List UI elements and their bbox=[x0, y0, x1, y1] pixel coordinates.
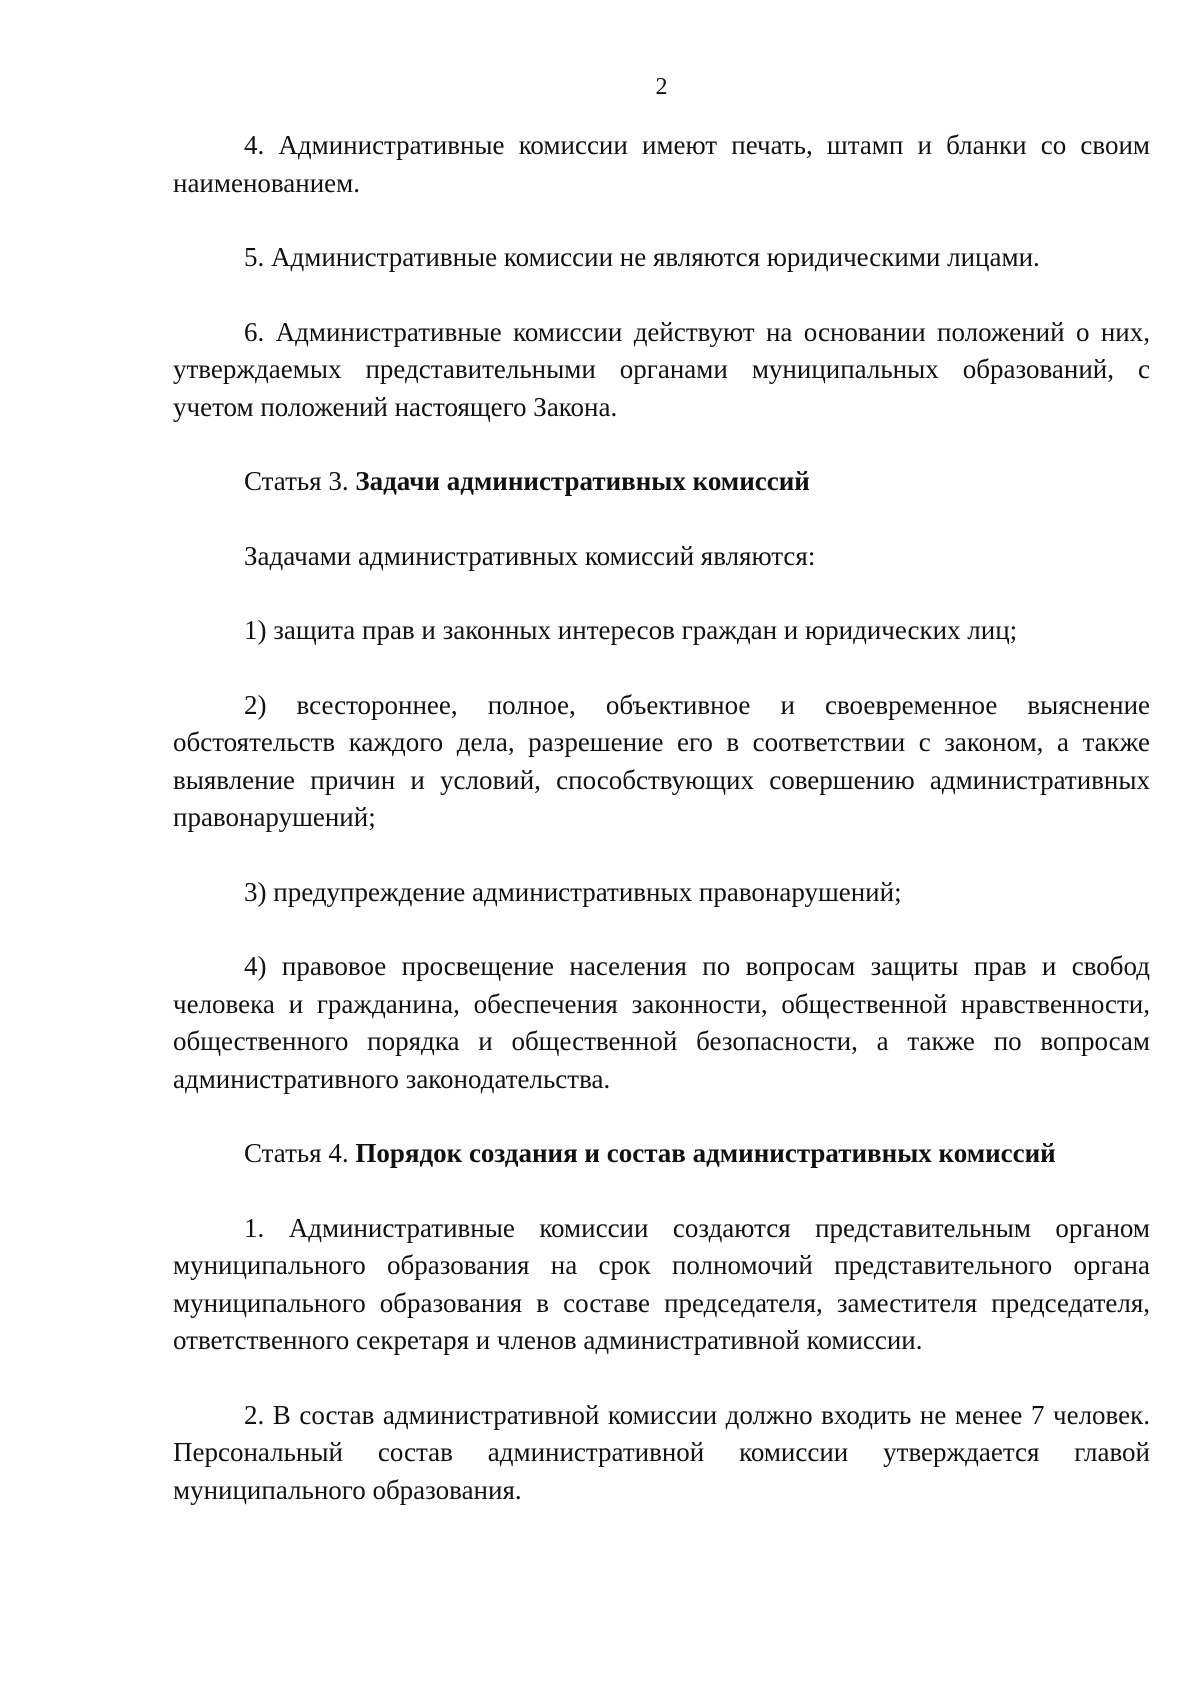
article-4-item-2: 2. В состав административной комиссии должно входить не менее 7 человек. Персональный состав административной комиссии утверждается главой муниципального образования. bbox=[173, 1399, 1150, 1505]
page-number: 2 bbox=[655, 74, 668, 100]
article-4-item-1: 1. Административные комиссии создаются представительным органом муниципального образования на срок полномочий представительного органа муниципального образования в составе председателя, заместителя председателя, ответственного секретаря и членов административной комиссии. bbox=[173, 1212, 1150, 1355]
article-3-prefix: Статья 3. bbox=[244, 466, 356, 496]
article-3-intro: Задачами административных комиссий являются: bbox=[244, 540, 816, 571]
article-3-item-2: 2) всестороннее, полное, объективное и своевременное выяснение обстоятельств каждого дела, разрешение его в соответствии с законом, а также выявление причин и условий, способствующих совершению административных правонарушений; bbox=[173, 689, 1150, 832]
article-4-heading bbox=[173, 1135, 1150, 1173]
paragraph-4: 4. Административные комиссии имеют печать, штамп и бланки со своим наименованием. bbox=[173, 130, 1150, 198]
article-3-title: Задачи административных комиссий bbox=[355, 466, 810, 496]
paragraph-6: 6. Административные комиссии действуют на основании положений о них, утверждаемых представительными органами муниципальных образований, с учетом положений настоящего Закона. bbox=[173, 316, 1150, 422]
article-3-heading bbox=[173, 463, 1150, 501]
document-body bbox=[173, 127, 1150, 1509]
article-3-item-1: 1) защита прав и законных интересов граждан и юридических лиц; bbox=[244, 615, 1018, 645]
article-4-prefix: Статья 4. bbox=[244, 1138, 356, 1168]
article-4-title: Порядок создания и состав административных комиссий bbox=[355, 1138, 1056, 1168]
article-3-item-4: 4) правовое просвещение населения по вопросам защиты прав и свобод человека и гражданина, обеспечения законности, общественной нравственности, общественного порядка и общественной безопасности, а также по вопросам административного законодательства. bbox=[173, 951, 1150, 1094]
paragraph-5: 5. Административные комиссии не являются юридическими лицами. bbox=[244, 242, 1040, 272]
article-3-item-3: 3) предупреждение административных правонарушений; bbox=[244, 876, 902, 907]
